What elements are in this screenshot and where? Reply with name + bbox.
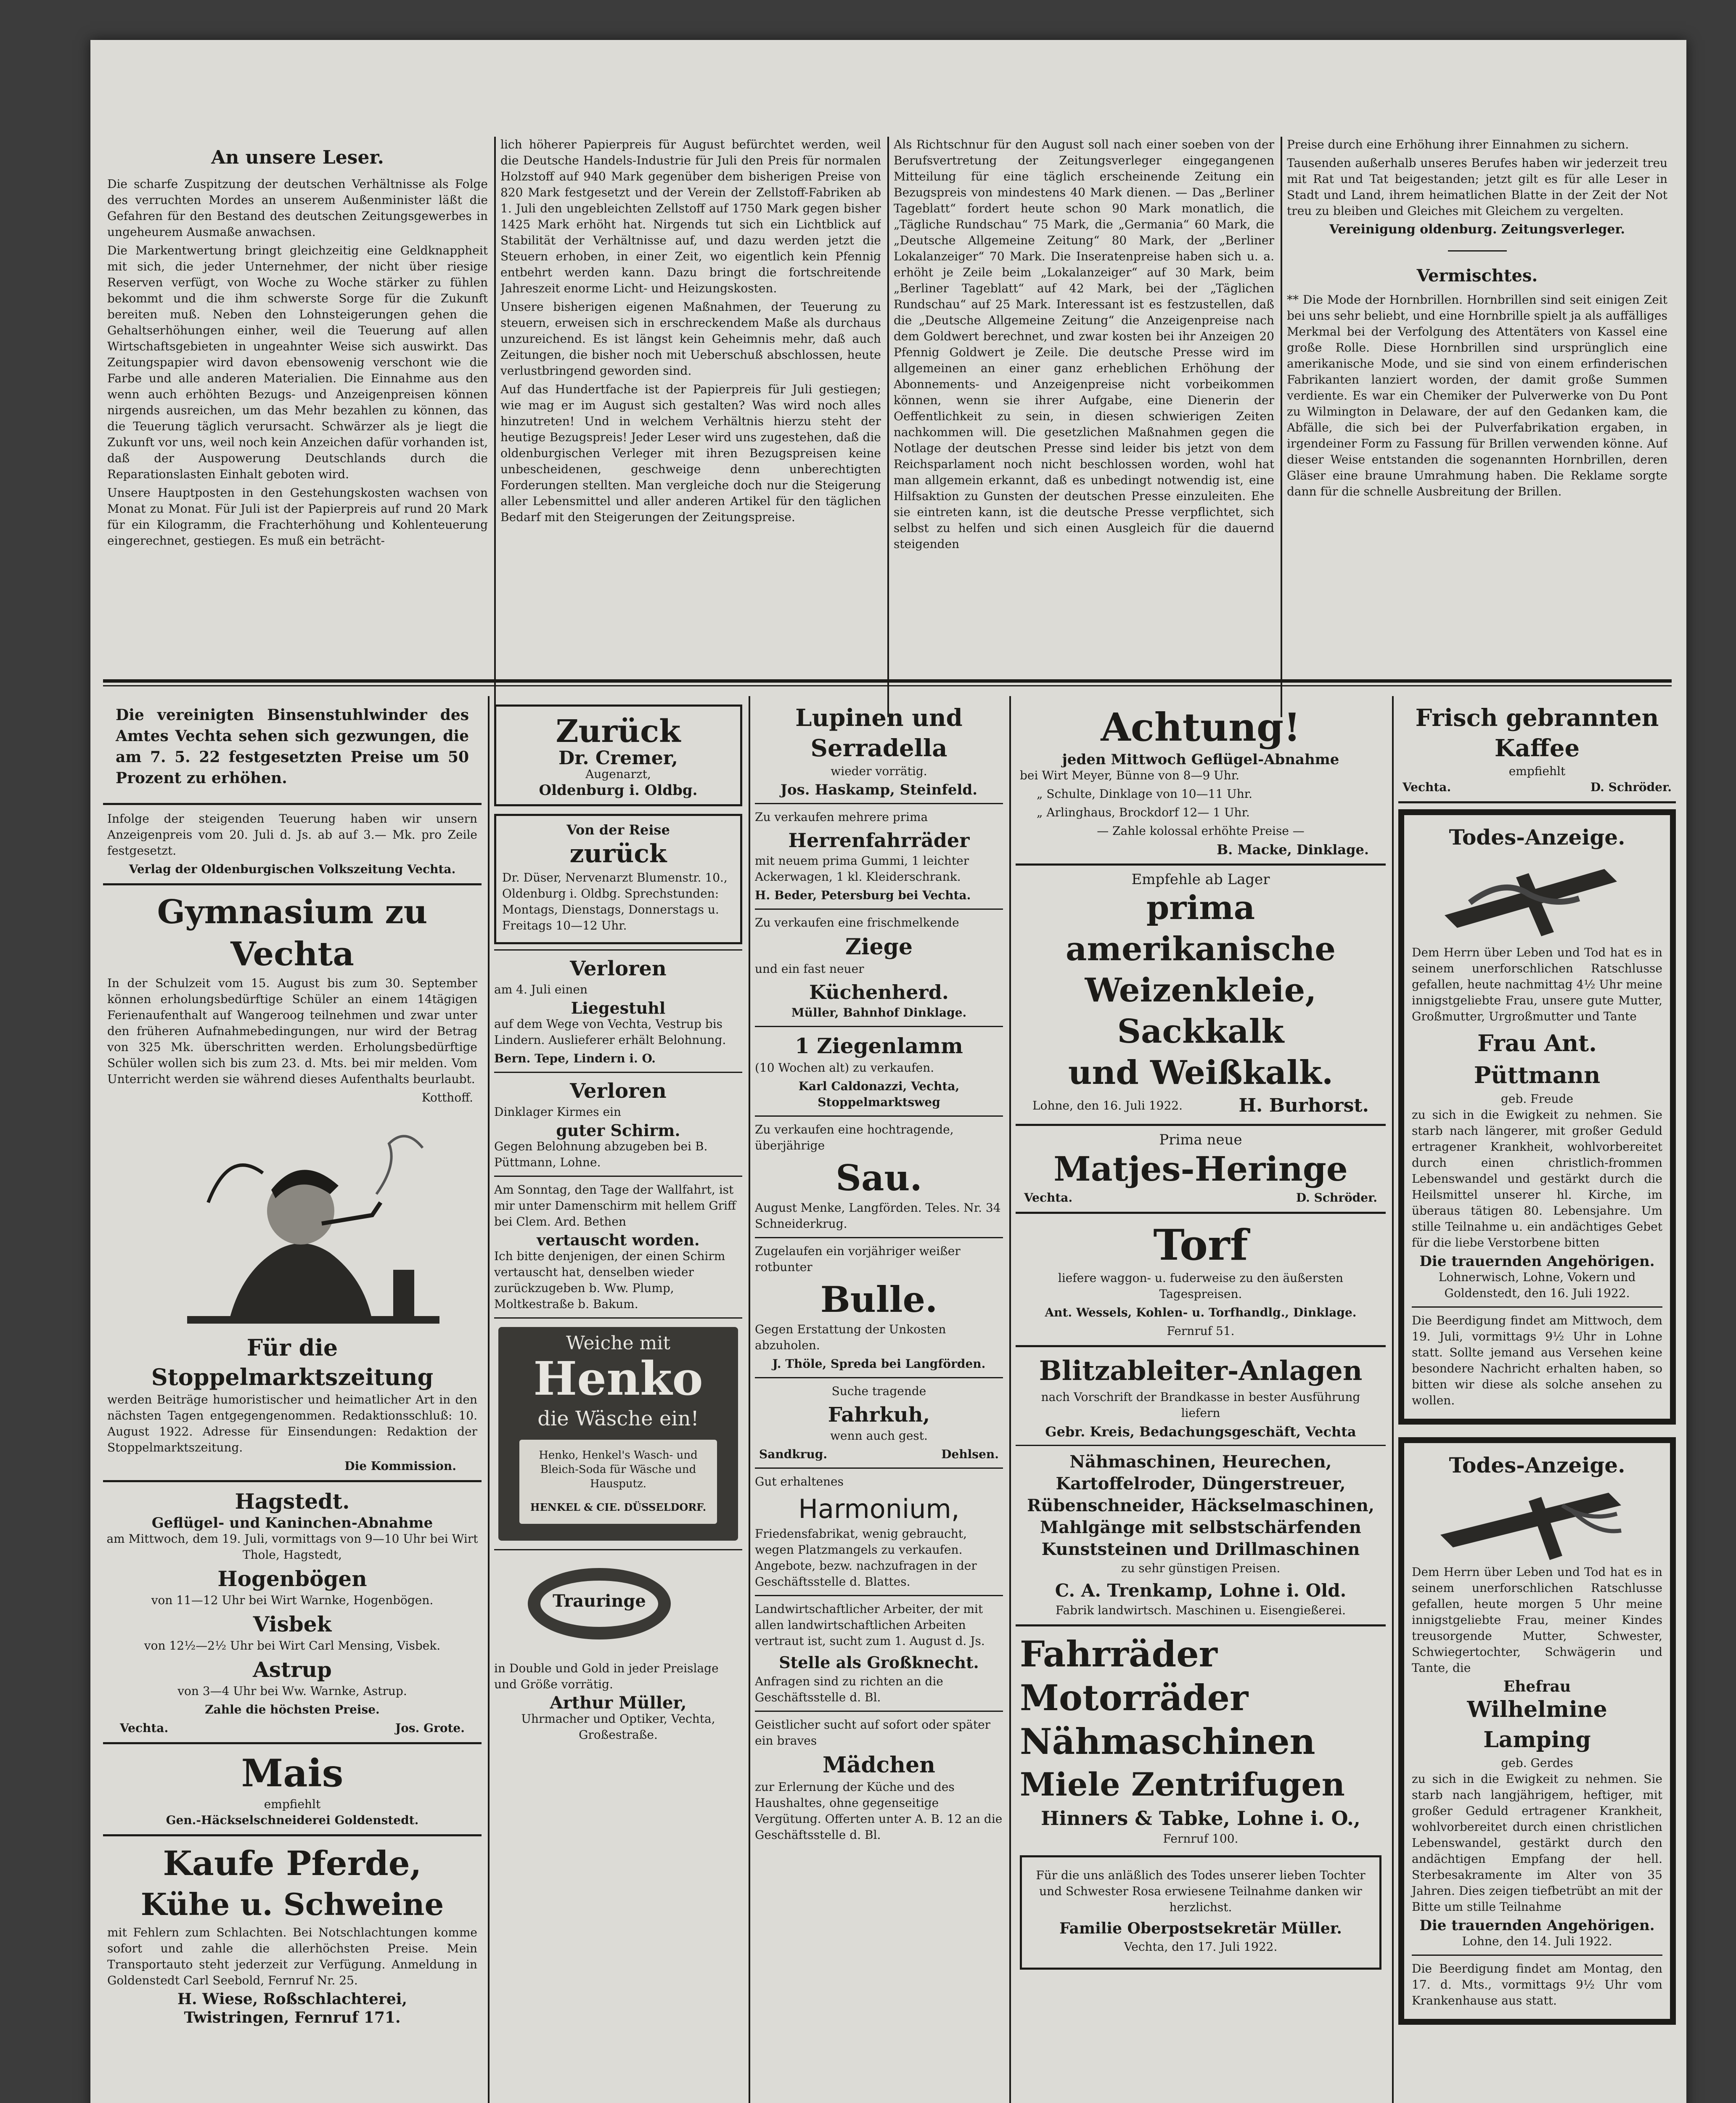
hagstedt-subtitle: Geflügel- und Kaninchen-Abnahme (151, 1515, 433, 1531)
zurueck-ad (494, 705, 742, 806)
editorial-paragraph: Auf das Hundertfache ist der Papierpreis für Juli gestiegen; wie mag er im August sich gestalten? Was wird noch alles hinzutreten! Und in welchem Verhältnis hierzu steht der heutige Bezugspreis! Jeder Leser wird uns zugestehen, daß die oldenburgischen Verleger mit ihren Bezugspreisen keine unbescheidenen, geschweige denn unberechtigten Forderungen stellten. Man vergleiche doch nur die Steigerung aller Lebensmittel und aller anderen Artikel für den täglichen Bedarf mit den Steigerungen der Zeitungspreise. (500, 382, 881, 524)
pferde-signature: H. Wiese, Roßschlachterei, (177, 1990, 408, 2008)
maedchen-title: Mädchen (823, 1752, 935, 1778)
fahrkuh-signature-name: Dehlsen. (941, 1447, 999, 1461)
bulle-title: Bulle. (820, 1279, 938, 1320)
kuechenherd-signature: Müller, Bahnhof Dinklage. (791, 1006, 967, 1020)
pferde-text: mit Fehlern zum Schlachten. Bei Notschlachtungen komme sofort und zahle die allerhöchsten Preise. Mein Transportauto steht jederzeit zur Verfügung. Anmeldung in Goldenstedt Carl Seebold, Fernruf Nr. 25. (107, 1926, 477, 1987)
kaffee-place: Vechta. (1403, 780, 1451, 794)
vertauscht-text-2: Ich bitte denjenigen, der einen Schirm vertauscht hat, denselben wieder zurückzugeben b. Ww. Plump, Moltkestraße b. Bakum. (494, 1249, 725, 1311)
stoppelmarkt-text: werden Beiträge humoristischer und heimatlicher Art in den nächsten Tagen entgegengenommen. Redaktionsschluß: 10. August 1922. Adresse für Einsendungen: Redaktion der Stoppelmarktszeitung. (107, 1393, 477, 1454)
astrup-signature-name: Jos. Grote. (395, 1721, 465, 1735)
editorial-paragraph: Tausenden außerhalb unseres Berufes haben wir jederzeit treu mit Rat und Tat beigestanden; jetzt gilt es für alle Leser in Stadt und Land, ihrem heimatlichen Blatte in der Zeit der Not treu zu bleiben und Gleiches mit Gleichem zu vergelten. (1287, 156, 1667, 218)
todesanzeige-name: Frau Ant. Püttmann (1474, 1030, 1601, 1089)
todesanzeige-geb: geb. Freude (1500, 1092, 1574, 1106)
editorial-paragraph: Die Markentwertung bringt gleichzeitig eine Geldknappheit mit sich, die jeder Unternehmer, der nicht über riesige Reserven verfügt, von Woche zu Woche stärker zu fühlen bekommt und die ihm schwerste Sorge für die Zukunft bereiten muß. Neben den Lohnsteigerungen gehen die Gehaltserhöhungen einher, weil die Teuerung auf allen Wirtschaftsgebieten in ungeahnter Weise sich auswirkt. Das Zeitungspapier wird davon ebensowenig verschont wie die Farbe und alle anderen Materialien. Die Einnahme aus den wenn auch erhöhten Bezugs- und Anzeigenpreisen können nirgends ausreichen, um das Mehr bezahlen zu können, das die Teuerung täglich verursacht. Schwärzer als je liegt die Zukunft vor uns, weil noch kein Anzeichen dafür vorhanden ist, daß der Auspowerung Deutschlands durch die Reparationslasten Einhalt geboten wird. (107, 244, 488, 481)
misc-heading: Vermischtes. (1416, 266, 1538, 286)
danksagung-date: Vechta, den 17. Juli 1922. (1124, 1940, 1278, 1954)
maschinen-text: zu sehr günstigen Preisen. (1121, 1561, 1281, 1575)
ziege-title: Ziege (845, 934, 913, 960)
zurueck-subtitle: Augenarzt, (585, 767, 651, 781)
todesanzeige-signature: Die trauernden Angehörigen. (1419, 1253, 1655, 1270)
todesanzeige-2-text: Dem Herrn über Leben und Tod hat es in seinem unerforschlichen Ratschlusse gefallen, heute morgen 5 Uhr meine innigstgeliebte Frau, meiner Kindes treusorgende Mutter, Schwester, Schwiegertochter, Schwägerin und Tante, die (1412, 1565, 1662, 1675)
maedchen-text: Geistlicher sucht auf sofort oder später ein braves (755, 1718, 991, 1748)
fahrkuh-title: Fahrkuh, (828, 1403, 930, 1427)
volkszeitung-notice: Infolge der steigenden Teuerung haben wir unsern Anzeigenpreis vom 20. Juli d. Js. ab auf 3.— Mk. pro Zeile festgesetzt. (107, 812, 477, 858)
henko-ad (498, 1327, 738, 1541)
reise-subtitle: Von der Reise (566, 822, 670, 838)
astrup-text: von 3—4 Uhr bei Ww. Warnke, Astrup. (177, 1684, 407, 1698)
trauringe-signature-2: Uhrmacher und Optiker, Vechta, Großestraße. (521, 1712, 715, 1742)
verloren-2-text-2: Gegen Belohnung abzugeben bei B. Püttmann, Lohne. (494, 1139, 708, 1169)
todesanzeige-2-text-3: Die Beerdigung findet am Montag, den 17. d. Mts., vormittags 9½ Uhr vom Krankenhause aus statt. (1412, 1962, 1662, 2008)
kaffee-subtitle: empfiehlt (1508, 764, 1566, 778)
todesanzeige-2-name: Wilhelmine Lamping (1467, 1697, 1607, 1753)
pipe-smoker-illustration (103, 1110, 482, 1329)
henko-brand: Henko (533, 1351, 703, 1406)
gymnasium-title: Gymnasium zu Vechta (157, 893, 428, 973)
astrup-note: Zahle die höchsten Preise. (205, 1703, 380, 1716)
weizenkleie-subtitle: Empfehle ab Lager (1131, 871, 1270, 888)
danksagung-text: Für die uns anläßlich des Todes unserer lieben Tochter und Schwester Rosa erwiesene Teilnahme danken wir herzlichst. (1036, 1868, 1366, 1914)
henko-subtitle: die Wäsche ein! (537, 1407, 699, 1430)
bulle-signature: J. Thöle, Spreda bei Langförden. (772, 1357, 986, 1371)
grossknecht-title: Stelle als Großknecht. (779, 1653, 979, 1672)
pferde-title-2: Kühe u. Schweine (140, 1886, 444, 1922)
weizenkleie-title-2: Weizenkleie, Sackkalk (1085, 971, 1317, 1051)
fahrraeder-signature: Hinners & Tabke, Lohne i. O., (1041, 1807, 1360, 1830)
fahrraeder-phone: Fernruf 100. (1163, 1832, 1238, 1846)
maschinen-signature: C. A. Trenkamp, Lohne i. Old. (1055, 1580, 1347, 1601)
fahrkuh-text: Suche tragende (831, 1384, 926, 1398)
visbek-text: von 12½—2½ Uhr bei Wirt Carl Mensing, Visbek. (144, 1639, 441, 1653)
blitzableiter-text: nach Vorschrift der Brandkasse in bester Ausführung liefern (1041, 1390, 1360, 1420)
bulle-text-2: Gegen Erstattung der Unkosten abzuholen. (755, 1322, 946, 1352)
zurueck-title: Zurück (556, 713, 681, 750)
hogenboegen-title: Hogenbögen (217, 1566, 367, 1591)
reise-text: Dr. Düser, Nervenarzt Blumenstr. 10., Oldenburg i. Oldbg. Sprechstunden: Montags, Dienstags, Donnerstags u. Freitags 10—12 Uhr. (502, 871, 728, 932)
todesanzeige-2-text-2: zu sich in die Ewigkeit zu nehmen. Sie starb nach langjährigem, heftiger, mit großer Geduld ertragener Krankheit, wohlvorbereitet durch einen christlichen Lebenswandel, gestärkt durch den andächtigen Empfang der hell. Sterbesakramente im Alter von 35 Jahren. Dies zeigen tiefbetrübt an mit der Bitte um stille Teilnahme (1412, 1772, 1662, 1914)
torf-title: Torf (1153, 1220, 1248, 1270)
herrenfahrraeder-text: Zu verkaufen mehrere prima (755, 810, 928, 824)
henko-package-text: Henko, Henkel's Wasch- und Bleich-Soda für Wäsche und Hausputz. (539, 1449, 698, 1490)
torf-signature: Ant. Wessels, Kohlen- u. Torfhandlg., Dinklage. (1045, 1306, 1357, 1319)
henko-top-text: Weiche mit (566, 1332, 671, 1354)
editorial-paragraph: Unsere bisherigen eigenen Maßnahmen, der Teuerung zu steuern, erweisen sich in erschreckendem Maße als durchaus unzureichend. Es ist längst kein Geheimnis mehr, daß auch Zeitungen, die bisher noch mit Ueberschuß abschlossen, heute verlustbringend geworden sind. (500, 300, 881, 378)
verloren-text-2: auf dem Wege von Vechta, Vestrup bis Lindern. Auslieferer erhält Belohnung. (494, 1017, 726, 1047)
ziege-text: Zu verkaufen eine frischmelkende (755, 916, 959, 930)
section-divider (103, 685, 1672, 686)
maschinen-title: Nähmaschinen, Heurechen, Kartoffelroder, Düngerstreuer, Rübenschneider, Häckselmaschinen, Mahlgänge mit selbstschärfenden Kunststeinen und Drillmaschinen (1027, 1452, 1374, 1559)
herrenfahrraeder-text-2: mit neuem prima Gummi, 1 leichter Ackerwagen, 1 kl. Kleiderschrank. (755, 854, 969, 884)
weizenkleie-title-3: und Weißkalk. (1068, 1054, 1334, 1092)
matjes-place: Vechta. (1024, 1191, 1073, 1205)
editorial-column-2 (500, 137, 881, 528)
todesanzeige-puettmann (1398, 809, 1676, 1425)
editorial-column-1 (107, 137, 488, 551)
stoppelmarkt-title: Für die Stoppelmarktszeitung (151, 1334, 434, 1391)
editorial-paragraph: Unsere Hauptposten in den Gestehungskosten wachsen von Monat zu Monat. Für Juli ist der Papierpreis auf rund 20 Mark für ein Kilogramm, die Frachterhöhung und Kohlenteuerung eingerechnet, gestiegen. Es muß ein beträcht- (107, 486, 488, 548)
editorial-section (90, 137, 1686, 726)
pferde-title: Kaufe Pferde, (163, 1843, 422, 1883)
achtung-signature: B. Macke, Dinklage. (1217, 842, 1369, 858)
hagstedt-text: am Mittwoch, dem 19. Juli, vormittags von 9—10 Uhr bei Wirt Thole, Hagstedt, (106, 1532, 478, 1562)
ads-column-5 (1398, 696, 1676, 2103)
matjes-title: Matjes-Heringe (1053, 1149, 1348, 1189)
trauringe-text: in Double und Gold in jeder Preislage und Größe vorrätig. (494, 1661, 719, 1691)
visbek-title: Visbek (253, 1612, 332, 1637)
henko-maker: HENKEL & CIE. DÜSSELDORF. (530, 1501, 707, 1513)
herrenfahrraeder-signature: H. Beder, Petersburg bei Vechta. (755, 888, 971, 902)
matjes-subtitle: Prima neue (1159, 1131, 1242, 1148)
column-divider (887, 137, 889, 717)
todesanzeige-2-signature: Die trauernden Angehörigen. (1419, 1917, 1655, 1934)
kaffee-title: Frisch gebrannten Kaffee (1415, 704, 1659, 762)
achtung-title: Achtung! (1101, 705, 1301, 750)
lupinen-text: wieder vorrätig. (831, 764, 927, 778)
todesanzeige-text: Dem Herrn über Leben und Tod hat es in seinem unerforschlichen Ratschlusse gefallen, heute nachmittag 4½ Uhr meine innigstgeliebte Frau, unsere gute Mutter, Großmutter, Urgroßmutter und Tante (1412, 946, 1662, 1023)
cross-icon (1412, 852, 1662, 945)
column-divider (488, 696, 490, 2103)
editorial-heading: An unsere Leser. (211, 147, 384, 168)
henko-package (519, 1440, 717, 1524)
newspaper-page (90, 40, 1686, 2103)
blitzableiter-title: Blitzableiter-Anlagen (1039, 1355, 1363, 1387)
fahrraeder-title-2: Motorräder (1020, 1677, 1249, 1719)
zurueck-location: Oldenburg i. Oldbg. (539, 782, 698, 799)
editorial-paragraph: Als Richtschnur für den August soll nach einer soeben von der Berufsvertretung der Zeitungsverleger eingegangenen Mitteilung für eine täglich erscheinende Zeitung ein Bezugspreis von mindestens 40 Mark dienen. — Das „Berliner Tageblatt“ fordert heute schon 90 Mark monatlich, die „Tägliche Rundschau“ 75 Mark, die „Germania“ 60 Mark, die „Deutsche Allgemeine Zeitung“ 80 Mark, der „Berliner Lokalanzeiger“ 70 Mark. Die Inseratenpreise haben sich u. a. erhöht je Zeile beim „Lokalanzeiger“ auf 30 Mark, beim „Berliner Tageblatt“ auf 42 Mark, bei der „Täglichen Rundschau“ auf 25 Mark. Interessant ist es festzustellen, daß die „Deutsche Allgemeine Zeitung“ die Anzeigenpreise nach dem Goldwert berechnet, und zwar kosten bei ihr Anzeigen 20 Pfennig Goldwert je Zeile. Die deutsche Presse wird im allgemeinen an einer ganz erheblichen Erhöhung der Abonnements- und Anzeigenpreise nicht vorbeikommen können, wenn sie ihrer Aufgabe, eine Dienerin der Oeffentlichkeit zu sein, in diesen schwierigen Zeiten nachkommen will. Die gesetzlichen Maßnahmen gegen die Notlage der deutschen Presse sind leider bis jetzt von dem Reichsparlament noch nicht beschlossen worden, wohl hat man allgemein erkannt, daß es unbedingt notwendig ist, eine Hilfsaktion zu Gunsten der deutschen Presse einzuleiten. Ehe sie eintreten kann, ist die deutsche Presse verpflichtet, sich selbst zu helfen und sich einen Ausgleich für die dauernd steigenden (894, 138, 1274, 551)
publisher-signature: Vereinigung oldenburg. Zeitungsverleger. (1329, 222, 1625, 237)
astrup-title: Astrup (253, 1657, 332, 1682)
mais-signature: Gen.-Häckselschneiderei Goldenstedt. (166, 1813, 419, 1827)
verloren-2-text: Dinklager Kirmes ein (494, 1105, 622, 1119)
matjes-signature: D. Schröder. (1296, 1191, 1377, 1205)
achtung-text-2: „ Schulte, Dinklage von 10—11 Uhr. (1037, 787, 1252, 801)
grossknecht-text: Landwirtschaftlicher Arbeiter, der mit allen landwirtschaftlichen Arbeiten vertraut ist, sucht zum 1. August d. Js. (755, 1602, 985, 1648)
verloren-2-title: Verloren (570, 1079, 667, 1103)
editorial-paragraph: Preise durch eine Erhöhung ihrer Einnahmen zu sichern. (1287, 138, 1629, 151)
trauringe-illustration (511, 1555, 725, 1656)
lupinen-signature: Jos. Haskamp, Steinfeld. (780, 781, 978, 798)
stoppelmarkt-signature: Die Kommission. (344, 1459, 456, 1473)
ads-column-1 (103, 696, 482, 2103)
verloren-2-item: guter Schirm. (556, 1121, 680, 1140)
ads-column-3 (755, 696, 1003, 2103)
mais-subtitle: empfiehlt (264, 1797, 321, 1811)
verloren-item: Liegestuhl (571, 999, 666, 1017)
achtung-text: bei Wirt Meyer, Bünne von 8—9 Uhr. (1020, 768, 1239, 782)
misc-paragraph: ** Die Mode der Hornbrillen. Hornbrillen sind seit einigen Zeit bei uns sehr beliebt, und eine Hornbrille spielt ja als auffälliges Merkmal bei der Verfolgung des Attentäters von Kassel eine große Rolle. Diese Hornbrillen sind ursprünglich eine amerikanische Mode, und sie sind von einem erfinderischen Fabrikanten lanziert worden, der damit große Summen verdiente. Es war ein Chemiker der Pulverwerke von Du Pont zu Wilmington in Delaware, der auf den Gedanken kam, die Abfälle, die sich bei der Pulverfabrikation ergaben, in irgendeiner Form zu Fassung für Brillen verwenden könne. Auf dieser Weise entstanden die sogenannten Hornbrillen, deren Gläser eine braune Umrahmung haben. Die Reklame sorgte dann für die schnelle Ausbreitung der Brillen. (1287, 293, 1667, 498)
column-divider (1281, 137, 1282, 717)
fahrkuh-text-2: wenn auch gest. (830, 1429, 928, 1443)
hogenboegen-text: von 11—12 Uhr bei Wirt Warnke, Hogenbögen. (151, 1593, 434, 1607)
harmonium-text-2: Friedensfabrikat, wenig gebraucht, wegen Platzmangels zu verkaufen. Angebote, bezw. nachzufragen in der Geschäftsstelle d. Blattes. (755, 1527, 977, 1589)
todesanzeige-title: Todes-Anzeige. (1449, 825, 1625, 850)
achtung-subtitle: jeden Mittwoch Geflügel-Abnahme (1062, 751, 1339, 768)
blitzableiter-signature: Gebr. Kreis, Bedachungsgeschäft, Vechta (1045, 1424, 1356, 1440)
mais-title: Mais (241, 1751, 344, 1796)
kuechenherd-title: Küchenherd. (809, 981, 949, 1004)
grossknecht-text-2: Anfragen sind zu richten an die Geschäftsstelle d. Bl. (755, 1674, 943, 1704)
ziegenlamm-signature: Karl Caldonazzi, Vechta, Stoppelmarktsweg (798, 1079, 960, 1109)
ziege-text-2: und ein fast neuer (755, 962, 864, 976)
todesanzeige-lamping (1398, 1437, 1676, 2025)
todesanzeige-2-place: Lohne, den 14. Juli 1922. (1462, 1934, 1612, 1948)
herrenfahrraeder-title: Herrenfahrräder (788, 829, 970, 852)
torf-text: liefere waggon- u. fuderweise zu den äußersten Tagespreisen. (1058, 1271, 1344, 1301)
todesanzeige-2-title: Todes-Anzeige. (1449, 1453, 1625, 1478)
column-divider (494, 137, 496, 717)
harmonium-title: Harmonium, (798, 1494, 960, 1524)
todesanzeige-2-geb: geb. Gerdes (1501, 1756, 1573, 1770)
verloren-signature: Bern. Tepe, Lindern i. O. (494, 1052, 656, 1065)
editorial-column-4 (1287, 137, 1667, 502)
ziegenlamm-text: (10 Wochen alt) zu verkaufen. (755, 1061, 934, 1075)
fahrraeder-title-3: Nähmaschinen (1020, 1721, 1315, 1762)
gymnasium-signature: Kotthoff. (421, 1091, 473, 1104)
weizenkleie-signature: H. Burhorst. (1238, 1095, 1369, 1116)
todesanzeige-text-2: zu sich in die Ewigkeit zu nehmen. Sie starb nach längerer, mit großer Geduld ertragener Krankheit, wohlvorbereitet durch einen christlich-frommen Lebenswandel und gestärkt durch die Heilsmittel unserer hl. Kirche, im überaus tätigen 80. Lebensjahre. Um stille Teilnahme u. ein andächtiges Gebet für die liebe Verstorbene bitten (1412, 1108, 1662, 1250)
column-divider (749, 696, 750, 2103)
weizenkleie-title: prima amerikanische (1065, 889, 1336, 968)
lupinen-title: Lupinen und Serradella (795, 704, 963, 762)
column-divider (1392, 696, 1394, 2103)
verloren-text: am 4. Juli einen (494, 983, 587, 996)
fahrraeder-title-4: Miele Zentrifugen (1020, 1766, 1345, 1803)
gymnasium-text: In der Schulzeit vom 15. August bis zum 30. September können erholungsbedürftige Schüler an einem 14tägigen Ferienaufenthalt auf Wangeroog teilnehmen und zwar unter den früheren Aufnahmebedingungen, nur wird der Betrag von 325 Mk. überschritten werden. Erholungsbedürftige Schüler wollen sich bis zum 23. d. Mts. bei mir melden. Vom Unterricht werden sie während dieses Aufenthalts beurlaubt. (107, 976, 477, 1086)
harmonium-text: Gut erhaltenes (755, 1475, 844, 1489)
weizenkleie-date: Lohne, den 16. Juli 1922. (1032, 1099, 1183, 1112)
ads-section (90, 696, 1686, 2103)
cross-icon (1412, 1480, 1662, 1564)
ziegenlamm-title: 1 Ziegenlamm (795, 1033, 963, 1058)
astrup-signature-place: Vechta. (120, 1721, 169, 1735)
sau-title: Sau. (836, 1157, 922, 1199)
fahrkuh-signature-place: Sandkrug. (759, 1447, 828, 1461)
bulle-text: Zugelaufen ein vorjähriger weißer rotbunter (755, 1244, 961, 1274)
editorial-paragraph: Die scharfe Zuspitzung der deutschen Verhältnisse als Folge des verruchten Mordes an unserem Außenminister läßt die Gefahren für den Bestand des deutschen Zeitungsgewerbes in ungeheurem Ausmaße anwachsen. (107, 177, 488, 239)
editorial-paragraph: lich höherer Papierpreis für August befürchtet werden, weil die Deutsche Handels-Industrie für Juli den Preis für normalen Holzstoff auf 940 Mark gegenüber dem bisherigen Preise von 820 Mark festgesetzt und der Verein der Zellstoff-Fabriken ab 1. Juli den ungebleichten Zellstoff auf 1750 Mark gegen bisher 1425 Mark erhöht hat. Nirgends tut sich ein Lichtblick auf Stabilität der Verhältnisse auf, und dazu werden jetzt die Steuern erhoben, in einer Zeit, wo eigentlich kein Pfennig entbehrt werden kann. Dazu bringt die fortschreitende Jahreszeit enorme Licht- und Heizungskosten. (500, 138, 881, 295)
trauringe-signature: Arthur Müller, (550, 1693, 687, 1713)
todesanzeige-text-3: Die Beerdigung findet am Mittwoch, dem 19. Juli, vormittags 9½ Uhr in Lohne statt. Sollte jemand aus Versehen keine besondere Nachricht erhalten haben, so bitten wir diese als solche ansehen zu wollen. (1412, 1314, 1662, 1407)
verloren-title: Verloren (570, 957, 667, 980)
vertauscht-title: vertauscht worden. (537, 1232, 700, 1249)
torf-phone: Fernruf 51. (1167, 1324, 1235, 1338)
achtung-note: — Zahle kolossal erhöhte Preise — (1097, 824, 1305, 838)
column-divider (1009, 696, 1011, 2103)
reise-ad (494, 814, 742, 944)
todesanzeige-2-subtitle: Ehefrau (1503, 1678, 1571, 1695)
vertauscht-text: Am Sonntag, den Tage der Wallfahrt, ist mir unter Damenschirm mit hellem Griff bei Clem. Ard. Bethen (494, 1183, 736, 1229)
binsen-ad: Die vereinigten Binsenstuhlwinder des Amtes Vechta sehen sich gezwungen, die am 7. 5. 22 festgesetzten Preise um 50 Prozent zu erhöhen. (116, 706, 469, 787)
editorial-column-3 (894, 137, 1274, 555)
danksagung-signature: Familie Oberpostsekretär Müller. (1059, 1920, 1342, 1937)
maschinen-signature-2: Fabrik landwirtsch. Maschinen u. Eisengießerei. (1055, 1603, 1346, 1617)
sau-text: Zu verkaufen eine hochtragende, überjährige (755, 1123, 954, 1152)
kaffee-signature: D. Schröder. (1590, 780, 1672, 794)
achtung-text-3: „ Arlinghaus, Brockdorf 12— 1 Uhr. (1037, 805, 1250, 819)
ads-column-4 (1016, 696, 1386, 2103)
fahrraeder-title: Fahrräder (1020, 1633, 1217, 1675)
volkszeitung-signature: Verlag der Oldenburgischen Volkszeitung Vechta. (129, 862, 456, 876)
reise-title: zurück (569, 839, 667, 869)
todesanzeige-place: Lohnerwisch, Lohne, Vokern und Goldenstedt, den 16. Juli 1922. (1438, 1270, 1636, 1300)
zurueck-name: Dr. Cremer, (558, 747, 678, 769)
pferde-signature-2: Twistringen, Fernruf 171. (184, 2009, 401, 2026)
ads-column-2 (494, 696, 742, 2103)
danksagung-ad (1020, 1855, 1381, 1970)
sau-signature: August Menke, Langförden. Teles. Nr. 34 Schneiderkrug. (755, 1201, 1001, 1231)
maedchen-text-2: zur Erlernung der Küche und des Haushaltes, ohne gegenseitige Vergütung. Offerten unter A. B. 12 an die Geschäftsstelle d. Bl. (755, 1780, 1003, 1842)
section-divider (103, 679, 1672, 683)
trauringe-label: Trauringe (553, 1591, 646, 1611)
hagstedt-title: Hagstedt. (235, 1489, 350, 1514)
